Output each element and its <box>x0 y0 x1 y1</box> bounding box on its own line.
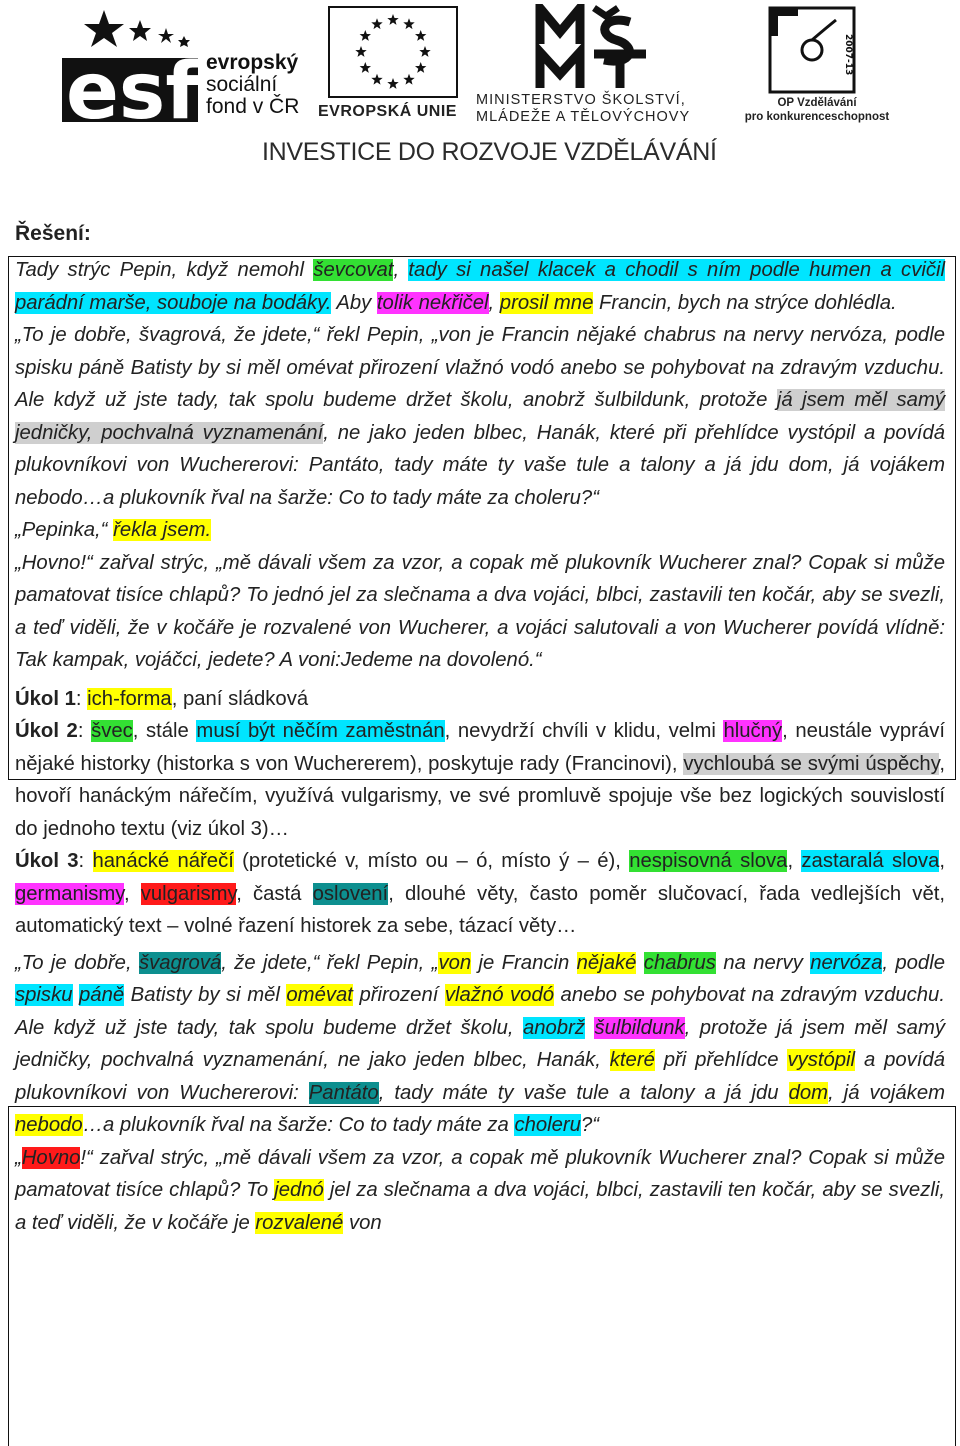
text-segment: : <box>78 850 93 872</box>
text-segment: jel za slečnama a dva vojáci, blbci, zastavili ten kočár, aby se svezli, a teď viděli, že v kočáře je <box>15 1179 945 1234</box>
text-segment: , častá <box>236 882 313 905</box>
task-label: Úkol 1 <box>15 687 76 710</box>
highlighted-text: ich-forma <box>87 687 172 710</box>
eu-flag-icon <box>328 6 458 98</box>
highlighted-text: nebodo <box>15 1114 83 1136</box>
solution-paragraph-2 <box>15 319 945 514</box>
highlighted-text: já jsem měl samý jedničky, pochvalná vyznamenání <box>15 389 945 444</box>
highlighted-text: dom <box>788 1081 829 1104</box>
esf-logo <box>62 6 310 124</box>
msmt-icon <box>534 4 654 90</box>
highlighted-text: germanismy <box>15 882 124 905</box>
task-1 <box>15 683 945 716</box>
highlighted-text: tolik nekřičel <box>376 291 489 314</box>
highlighted-text: spisku <box>15 984 73 1006</box>
header-logos <box>0 0 960 175</box>
solution-paragraph-1 <box>15 254 945 319</box>
highlighted-text: von <box>438 951 472 974</box>
highlighted-text: musí být něčím zaměstnán <box>196 720 445 742</box>
text-segment: : <box>77 720 92 742</box>
highlighted-text: zastaralá slova <box>801 850 940 872</box>
eu-star-icon <box>371 18 382 29</box>
eu-star-icon <box>355 46 366 57</box>
eu-star-icon <box>360 30 371 41</box>
text-segment: , <box>939 850 945 872</box>
text-segment: a povídá plukovníkovi von Wuchererovi: <box>15 1049 945 1104</box>
highlighted-text: jednó <box>274 1179 324 1201</box>
highlighted-text: řekla jsem. <box>113 519 212 541</box>
task-3 <box>15 845 945 943</box>
document-body <box>15 218 945 1239</box>
highlighted-text: Pantáto <box>308 1081 379 1104</box>
highlighted-text: choleru <box>514 1114 581 1136</box>
highlighted-text: které <box>609 1049 655 1071</box>
task-2 <box>15 715 945 845</box>
text-segment: „ <box>15 1146 22 1169</box>
highlighted-text: šulbildunk <box>594 1016 685 1039</box>
eu-logo <box>318 6 468 124</box>
highlighted-text: nervóza <box>810 951 883 974</box>
text-segment: , tady máte ty vaše tule a talony a já jdu <box>378 1081 789 1104</box>
text-segment: , podle <box>882 951 945 974</box>
eu-star-icon <box>387 14 398 25</box>
highlighted-text: švec <box>91 720 133 742</box>
eu-star-icon <box>360 62 371 73</box>
text-segment: , nevydrží chvíli v klidu, velmi <box>444 720 724 742</box>
highlighted-text: tady si našel klacek a chodil s ním podle humen a cvičil parádní marše, souboje na bodáky. <box>15 259 945 314</box>
text-segment: „Hovno!“ zařval strýc, „mě dávali všem za vzor, a copak mě plukovník Wucherer znal? Copak si může pamatovat tisíce chlapů? To jednó jel za slečnama a dva vojáci, blbci, zastavili ten kočár, aby se svezli, a teď viděli, že v kočáře je rozvalené von Wucherer, a vojáci salutovali a von Wucherer povídá vlídně: Tak kampak, vojáčci, jedete? A voni:Jedeme na dovolenó.“ <box>15 551 945 671</box>
text-segment: , stále <box>132 720 197 742</box>
analysis-paragraph-2 <box>15 1142 945 1240</box>
text-segment: , <box>488 291 500 314</box>
msmt-logo <box>472 4 727 124</box>
highlighted-text: ševcovat <box>313 259 394 281</box>
text-segment: při přehlídce <box>654 1049 788 1071</box>
text-segment: Francin, bych na strýce dohlédla. <box>593 291 897 314</box>
eu-star-icon <box>403 74 414 85</box>
text-segment: …a plukovník řval na šarže: Co to tady máte za <box>82 1114 515 1136</box>
eu-star-icon <box>403 18 414 29</box>
text-segment: , <box>787 850 802 872</box>
eu-star-icon <box>415 30 426 41</box>
text-segment: anebo se pohybovat na zdravým vzduchu. Ale když už jste tady, tak spolu budeme držet školu, <box>15 984 945 1039</box>
solution-heading: Řešení: <box>15 222 91 245</box>
text-segment: , já vojákem <box>828 1081 945 1104</box>
highlighted-text: vlažnó vodó <box>444 984 555 1006</box>
eu-label: EVROPSKÁ UNIE <box>318 103 457 120</box>
highlighted-text: vulgarismy <box>140 882 237 905</box>
highlighted-text: švagrová <box>138 951 222 974</box>
text-segment: „To je dobře, <box>15 951 139 974</box>
text-segment: na nervy <box>715 951 811 974</box>
msmt-line-2: MLÁDEŽE A TĚLOVÝCHOVY <box>476 109 691 125</box>
solution-paragraph-3 <box>15 514 945 547</box>
text-segment: , dlouhé věty, často poměr slučovací, řada vedlejších vět, automatický text – volné řazení historek za sebe, tázací věty… <box>15 882 945 937</box>
esf-line-2: sociální <box>206 73 278 96</box>
op-years: 2007-13 <box>843 34 853 76</box>
highlighted-text: nějaké <box>576 951 637 974</box>
highlighted-text: Hovno <box>21 1146 81 1169</box>
svg-text:esf: esf <box>66 47 200 124</box>
text-segment: , že jdete,“ řekl Pepin, „ <box>221 951 439 974</box>
eu-star-icon <box>415 62 426 73</box>
highlighted-text: vystópil <box>787 1049 856 1071</box>
highlighted-text: vychloubá se svými úspěchy <box>683 752 940 775</box>
op-line-1: OP Vzdělávání <box>777 97 857 109</box>
highlighted-text: páně <box>79 984 125 1006</box>
text-segment: (protetické v, místo ou – ó, místo ý – é), <box>233 850 630 872</box>
task-label: Úkol 2 <box>15 720 78 742</box>
eu-star-icon <box>419 46 430 57</box>
highlighted-text: hanácké nářečí <box>92 850 234 872</box>
op-logo <box>732 4 902 124</box>
text-segment: ?“ <box>580 1114 600 1136</box>
text-segment: , paní sládková <box>171 687 309 710</box>
eu-star-icon <box>387 78 398 89</box>
msmt-line-1: MINISTERSTVO ŠKOLSTVÍ, <box>476 92 686 108</box>
task-label: Úkol 3 <box>15 850 79 872</box>
highlighted-text: anobrž <box>522 1016 585 1039</box>
text-segment: „Pepinka,“ <box>15 519 114 541</box>
text-segment: Aby <box>331 291 377 314</box>
text-segment: , hovoří hanáckým nářečím, využívá vulgarismy, ve své promluvě spojuje vše bez logických souvislostí do jednoho textu (viz úkol 3)… <box>15 752 945 840</box>
esf-line-3: fond v ČR <box>206 95 300 118</box>
op-line-2: pro konkurenceschopnost <box>744 111 890 123</box>
text-segment: , ne jako jeden blbec, Hanák, které při přehlídce vystópil a povídá plukovníkovi von Wuchererovi: Pantáto, tady máte ty vaše tule a talony a já jdu dom, já vojákem nebodo…a plukovník řval na šarže: Co to tady máte za choleru?“ <box>15 421 946 509</box>
highlighted-text: hlučný <box>723 720 783 742</box>
investice-banner: INVESTICE DO ROZVOJE VZDĚLÁVÁNÍ <box>262 138 717 166</box>
highlighted-text: rozvalené <box>255 1211 344 1234</box>
esf-line-1: evropský <box>206 51 299 74</box>
op-icon <box>766 4 858 96</box>
text-segment: je Francin <box>471 951 577 974</box>
text-segment: von <box>343 1211 382 1234</box>
text-segment <box>636 952 643 974</box>
highlighted-text: omévat <box>286 984 353 1006</box>
text-segment: Tady strýc Pepin, když nemohl <box>15 259 314 281</box>
esf-icon <box>62 6 202 124</box>
solution-paragraph-4 <box>15 547 945 677</box>
eu-star-icon <box>371 74 382 85</box>
highlighted-text: chabrus <box>643 951 716 974</box>
highlighted-text: nespisovná slova <box>629 850 788 872</box>
highlighted-text: prosil mne <box>499 291 594 314</box>
text-segment: , protože já jsem měl samý jedničky, pochvalná vyznamenání, ne jako jeden blbec, Hanák, <box>15 1016 945 1071</box>
text-segment: , neustále vypráví nějaké historky (historka s von Wuchererem), poskytuje rady (Francinovi), <box>15 720 945 775</box>
text-segment: !“ zařval strýc, „mě dávali všem za vzor, a copak mě plukovník Wucherer znal? Copak si může pamatovat tisíce chlapů? To <box>15 1146 945 1201</box>
text-segment: : <box>75 687 88 710</box>
text-segment: „To je dobře, švagrová, že jdete,“ řekl Pepin, „von je Francin nějaké chabrus na nervy nervóza, podle spisku páně Batisty by si měl omévat přirození vlažnó vodó anebo se pohybovat na zdravým vzduchu. Ale když už jste tady, tak spolu budeme držet školu, anobrž šulbildunk, protože <box>15 324 945 411</box>
text-segment: , <box>123 882 141 905</box>
analysis-paragraph-1 <box>15 947 945 1142</box>
text-segment: přirození <box>352 984 445 1006</box>
text-segment: , <box>393 259 409 281</box>
text-segment: Batisty by si měl <box>124 984 287 1006</box>
highlighted-text: oslovení <box>312 882 389 905</box>
